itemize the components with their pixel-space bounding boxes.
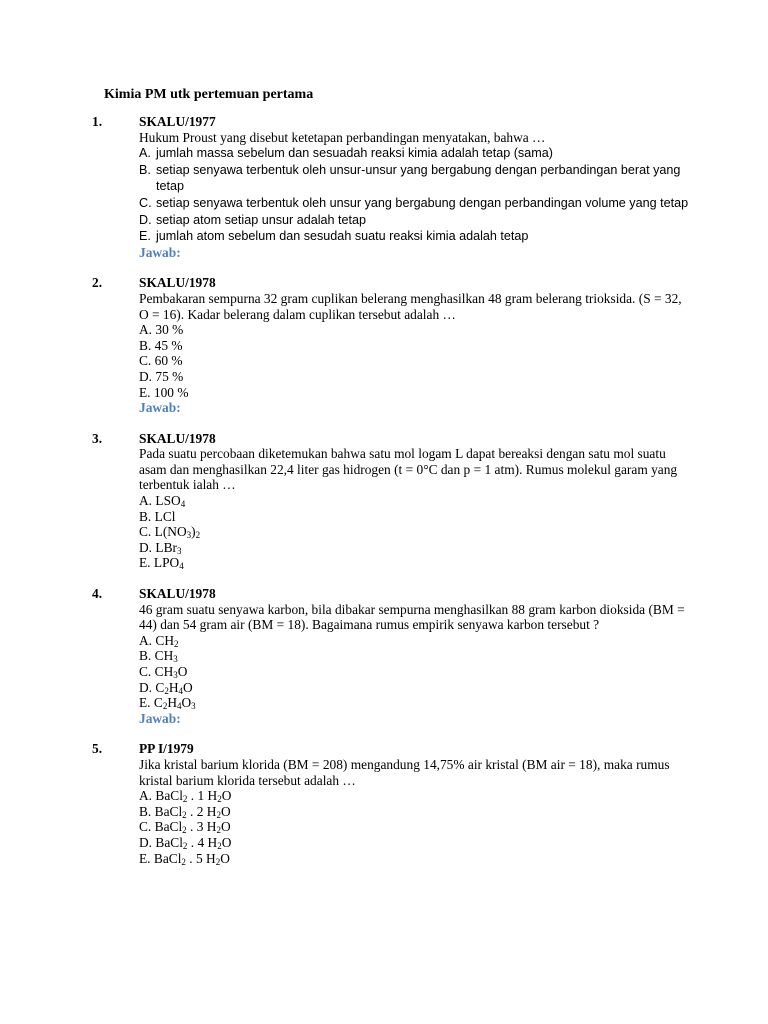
option-d xyxy=(139,835,692,851)
formula-subscript: 4 xyxy=(178,685,183,696)
formula-subscript: 2 xyxy=(217,840,222,851)
formula-subscript: 4 xyxy=(179,561,184,572)
option-letter: D. xyxy=(139,679,153,695)
formula-subscript: 2 xyxy=(195,530,201,541)
question-stem: Hukum Proust yang disebut ketetapan perbandingan menyatakan, bahwa … xyxy=(139,129,546,145)
question-stem: Jika kristal barium klorida (BM = 208) mengandung 14,75% air kristal (BM air = 18), maka rumus kristal barium klorida tersebut adalah … xyxy=(139,756,670,788)
formula-text: BaCl xyxy=(154,819,183,835)
formula-text: LBr xyxy=(155,539,177,555)
option-a xyxy=(139,493,692,509)
option-text: 100 % xyxy=(153,384,189,400)
option-d xyxy=(139,540,692,556)
option-c xyxy=(139,664,692,680)
question-body xyxy=(139,275,692,415)
option-text: setiap senyawa terbentuk oleh unsur yang bergabung dengan perbandingan volume yang tetap xyxy=(156,195,689,210)
question-number: 2. xyxy=(92,275,103,291)
formula-subscript: 3 xyxy=(173,670,178,680)
formula-text: O xyxy=(220,850,230,866)
formula-subscript: 2 xyxy=(181,856,186,867)
formula-text: CH xyxy=(154,648,174,664)
option-letter: B. xyxy=(139,508,152,524)
option-letter: E. xyxy=(139,850,151,866)
option-e xyxy=(139,695,692,711)
formula-text: C xyxy=(153,695,163,711)
question-3 xyxy=(92,431,692,571)
option-letter: C. xyxy=(139,353,152,369)
option-letter: D. xyxy=(139,212,152,227)
formula-subscript: 4 xyxy=(180,499,186,510)
question-source: PP I/1979 xyxy=(139,741,194,757)
option-d xyxy=(139,369,692,385)
formula-text: O xyxy=(220,819,231,835)
option-letter: C. xyxy=(139,524,152,540)
option-d xyxy=(139,680,692,696)
option-letter: A. xyxy=(139,146,151,161)
answer-label: Jawab: xyxy=(139,244,181,260)
option-text: setiap senyawa terbentuk oleh unsur-unsur yang bergabung dengan perbandingan berat yang tetap xyxy=(156,162,681,194)
question-stem: Pada suatu percobaan diketemukan bahwa satu mol logam L dapat bereaksi dengan satu mol suatu asam dan menghasilkan 22,4 liter gas hidrogen (t = 0°C dan p = 1 atm). Rumus molekul garam yang terbentuk ialah … xyxy=(139,446,678,493)
question-source: SKALU/1978 xyxy=(139,275,216,291)
formula-text: CH xyxy=(154,664,174,679)
option-letter: C. xyxy=(139,819,152,835)
formula-subscript: 2 xyxy=(174,638,179,649)
page-title: Kimia PM utk pertemuan pertama xyxy=(104,87,314,102)
option-e xyxy=(139,555,692,571)
option-c xyxy=(139,353,692,369)
formula-subscript: 2 xyxy=(182,825,187,836)
question-number: 4. xyxy=(92,586,103,602)
question-number: 3. xyxy=(92,430,103,446)
option-a xyxy=(139,145,692,162)
formula-text: LCl xyxy=(154,508,176,524)
option-b xyxy=(139,509,692,525)
question-source: SKALU/1978 xyxy=(139,430,216,446)
option-letter: A. xyxy=(139,788,153,804)
question-body xyxy=(139,586,692,726)
option-text: setiap atom setiap unsur adalah tetap xyxy=(156,212,367,227)
question-number: 5. xyxy=(92,741,103,757)
option-text: 75 % xyxy=(155,368,184,384)
formula-subscript: 2 xyxy=(216,809,221,820)
option-d xyxy=(139,212,692,229)
option-a xyxy=(139,633,692,649)
option-letter: E. xyxy=(139,384,151,400)
option-letter: D. xyxy=(139,539,153,555)
option-e xyxy=(139,228,692,245)
formula-text: O xyxy=(221,834,232,850)
formula-text: . 5 H xyxy=(185,850,216,866)
option-a xyxy=(139,322,692,338)
answer-label: Jawab: xyxy=(139,710,181,726)
option-letter: B. xyxy=(139,803,152,819)
option-e xyxy=(139,851,692,867)
formula-subscript: 2 xyxy=(182,840,188,851)
option-text: 60 % xyxy=(154,353,183,369)
option-text: jumlah massa sebelum dan sesuadah reaksi kimia adalah tetap (sama) xyxy=(156,146,553,161)
formula-text: BaCl xyxy=(153,850,182,866)
question-1 xyxy=(92,114,692,260)
formula-subscript: 2 xyxy=(182,809,187,820)
option-b xyxy=(139,162,692,195)
question-stem: Pembakaran sempurna 32 gram cuplikan belerang menghasilkan 48 gram belerang trioksida. (S = 32, O = 16). Kadar belerang dalam cuplikan tersebut adalah … xyxy=(139,290,682,322)
question-source: SKALU/1977 xyxy=(139,114,216,129)
formula-text: O xyxy=(220,803,231,819)
option-e xyxy=(139,385,692,401)
formula-text: BaCl xyxy=(155,788,183,804)
formula-text: ) xyxy=(191,524,196,540)
option-c xyxy=(139,524,692,540)
formula-text: O xyxy=(181,695,192,711)
formula-subscript: 2 xyxy=(182,794,188,805)
option-list xyxy=(139,788,692,866)
option-list xyxy=(139,145,692,245)
option-c xyxy=(139,819,692,835)
option-letter: B. xyxy=(139,648,152,664)
option-letter: A. xyxy=(139,493,153,509)
formula-subscript: 2 xyxy=(162,701,168,712)
formula-text: O xyxy=(221,788,232,804)
formula-subscript: 2 xyxy=(215,856,221,867)
question-stem: 46 gram suatu senyawa karbon, bila dibakar sempurna menghasilkan 88 gram karbon dioksida (BM = 44) dan 54 gram air (BM = 18). Bagaimana rumus empirik senyawa karbon tersebut ? xyxy=(139,601,685,633)
formula-subscript: 2 xyxy=(164,685,169,696)
formula-text: . 3 H xyxy=(186,819,217,835)
formula-subscript: 3 xyxy=(191,701,196,712)
option-text: 30 % xyxy=(155,322,184,338)
question-body xyxy=(139,431,692,571)
formula-text: L(NO xyxy=(154,524,187,540)
formula-text: BaCl xyxy=(154,803,183,819)
question-body xyxy=(139,741,692,866)
question-4 xyxy=(92,586,692,726)
question-source: SKALU/1978 xyxy=(139,586,216,602)
formula-text: C xyxy=(155,679,165,695)
option-letter: D. xyxy=(139,834,153,850)
question-5 xyxy=(92,741,692,866)
option-b xyxy=(139,648,692,664)
option-letter: A. xyxy=(139,632,153,648)
formula-subscript: 3 xyxy=(173,654,178,665)
formula-text: H xyxy=(167,695,177,711)
formula-subscript: 2 xyxy=(216,825,221,836)
formula-text: CH xyxy=(155,632,174,648)
option-text: jumlah atom sebelum dan sesudah suatu reaksi kimia adalah tetap xyxy=(156,229,529,244)
answer-label: Jawab: xyxy=(139,400,181,416)
option-letter: E. xyxy=(139,555,151,571)
option-letter: B. xyxy=(139,337,152,353)
option-list xyxy=(139,633,692,711)
formula-subscript: 3 xyxy=(176,545,182,556)
option-letter: B. xyxy=(139,162,151,177)
option-list xyxy=(139,322,692,400)
option-c xyxy=(139,195,692,212)
option-b xyxy=(139,804,692,820)
formula-text: . 1 H xyxy=(187,788,218,804)
formula-text: . 2 H xyxy=(186,803,217,819)
option-letter: E. xyxy=(139,695,151,711)
option-letter: E. xyxy=(139,229,151,244)
formula-text: O xyxy=(183,679,193,695)
question-list xyxy=(92,114,692,881)
formula-text: H xyxy=(168,679,179,695)
option-text: 45 % xyxy=(154,337,183,353)
formula-subscript: 4 xyxy=(177,701,182,712)
option-a xyxy=(139,788,692,804)
option-letter: C. xyxy=(139,664,152,679)
option-letter: A. xyxy=(139,322,153,338)
formula-text: O xyxy=(177,664,188,679)
formula-text: . 4 H xyxy=(187,834,218,850)
option-letter: D. xyxy=(139,368,153,384)
formula-text: LSO xyxy=(155,493,181,509)
formula-text: BaCl xyxy=(155,834,183,850)
option-list xyxy=(139,493,692,571)
option-letter: C. xyxy=(139,195,152,210)
formula-subscript: 3 xyxy=(186,530,192,541)
question-body xyxy=(139,114,692,260)
formula-subscript: 2 xyxy=(217,794,222,805)
question-2 xyxy=(92,275,692,415)
option-b xyxy=(139,338,692,354)
formula-text: LPO xyxy=(153,555,180,571)
question-number: 1. xyxy=(92,114,103,129)
